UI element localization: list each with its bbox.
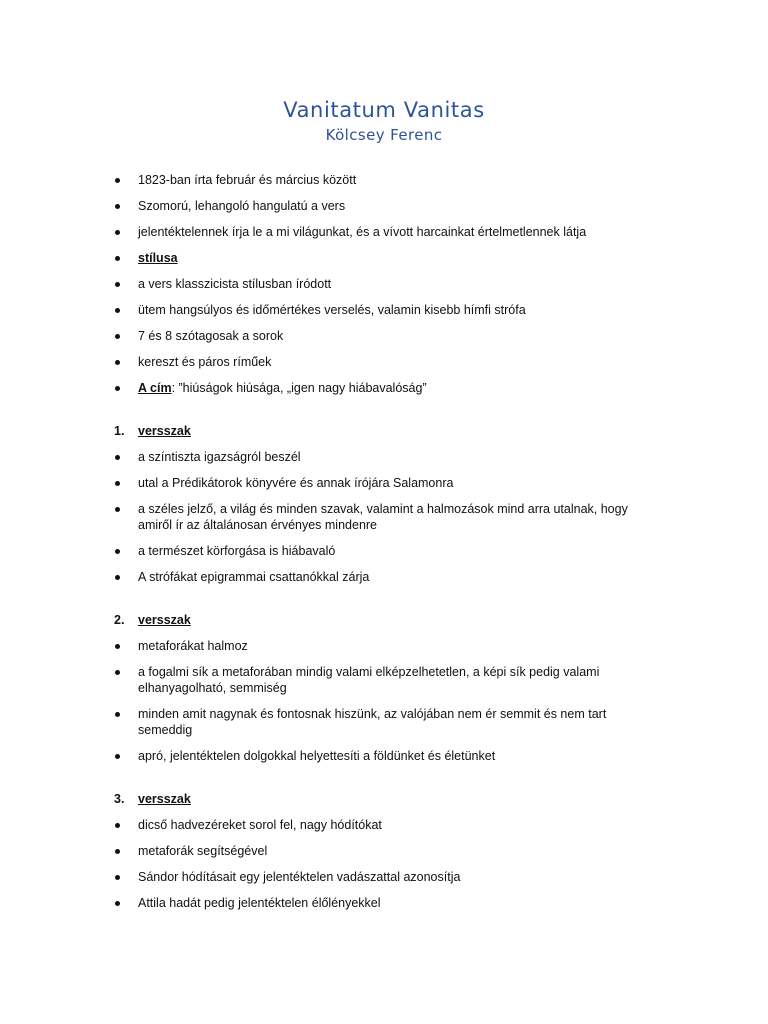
- bullet-dot: [115, 575, 120, 580]
- bullet-dot: [115, 670, 120, 675]
- list-item: jelentéktelennek írja le a mi világunkat, és a vívott harcainkat értelmetlennek látja: [138, 225, 587, 239]
- list-item: utal a Prédikátorok könyvére és annak írójára Salamonra: [138, 476, 454, 490]
- section-number: 3.: [114, 792, 125, 806]
- document-author: Kölcsey Ferenc: [325, 126, 443, 144]
- section-number: 1.: [114, 424, 125, 438]
- bullet-dot: [115, 230, 120, 235]
- section-heading: versszak: [138, 613, 191, 627]
- list-item: apró, jelentéktelen dolgokkal helyettesíti a földünket és életünket: [138, 749, 496, 763]
- bullet-dot: [115, 360, 120, 365]
- list-item: a vers klasszicista stílusban íródott: [138, 277, 332, 291]
- title-meaning-label: A cím: [138, 381, 172, 395]
- section-number: 2.: [114, 613, 125, 627]
- list-item: Attila hadát pedig jelentéktelen élőlényekkel: [138, 896, 381, 910]
- list-item-continuation: amiről ír az általánosan érvényes mindenre: [138, 518, 378, 532]
- bullet-dot: [115, 308, 120, 313]
- list-item: metaforákat halmoz: [138, 639, 248, 653]
- bullet-dot: [115, 823, 120, 828]
- section-heading: versszak: [138, 792, 191, 806]
- title-meaning-text: : ”hiúságok hiúsága, „igen nagy hiábavalóság”: [171, 381, 427, 395]
- list-item-continuation: elhanyagolható, semmiség: [138, 681, 287, 695]
- list-item-continuation: semeddig: [138, 723, 193, 737]
- list-item: a fogalmi sík a metaforában mindig valami elképzelhetetlen, a képi sík pedig valami: [138, 665, 600, 679]
- list-item: a természet körforgása is hiábavaló: [138, 544, 336, 558]
- bullet-dot: [115, 256, 120, 261]
- bullet-dot: [115, 334, 120, 339]
- list-item: a színtiszta igazságról beszél: [138, 450, 301, 464]
- list-item: a széles jelző, a világ és minden szavak, valamint a halmozások mind arra utalnak, hogy: [138, 502, 628, 516]
- list-item: Sándor hódításait egy jelentéktelen vadászattal azonosítja: [138, 870, 461, 884]
- bullet-dot: [115, 481, 120, 486]
- bullet-dot: [115, 754, 120, 759]
- bullet-dot: [115, 549, 120, 554]
- bullet-dot: [115, 901, 120, 906]
- document-title: Vanitatum Vanitas: [283, 98, 485, 122]
- title-meaning-item: [138, 380, 658, 396]
- list-item: dicső hadvezéreket sorol fel, nagy hódítókat: [138, 818, 382, 832]
- style-heading: stílusa: [138, 251, 178, 265]
- list-item: metaforák segítségével: [138, 844, 268, 858]
- list-item: ütem hangsúlyos és időmértékes verselés, valamin kisebb hímfi strófa: [138, 303, 526, 317]
- bullet-dot: [115, 455, 120, 460]
- bullet-dot: [115, 204, 120, 209]
- bullet-dot: [115, 178, 120, 183]
- bullet-dot: [115, 282, 120, 287]
- list-item: kereszt és páros rímű̋ek: [138, 355, 272, 369]
- list-item: 1823-ban írta február és március között: [138, 173, 357, 187]
- bullet-dot: [115, 644, 120, 649]
- list-item: A strófákat epigrammai csattanókkal zárja: [138, 570, 370, 584]
- bullet-dot: [115, 849, 120, 854]
- list-item: minden amit nagynak és fontosnak hiszünk, az valójában nem ér semmit és nem tart: [138, 707, 607, 721]
- section-heading: versszak: [138, 424, 191, 438]
- bullet-dot: [115, 875, 120, 880]
- bullet-dot: [115, 507, 120, 512]
- bullet-dot: [115, 712, 120, 717]
- list-item: 7 és 8 szótagosak a sorok: [138, 329, 284, 343]
- list-item: Szomorú, lehangoló hangulatú a vers: [138, 199, 346, 213]
- bullet-dot: [115, 386, 120, 391]
